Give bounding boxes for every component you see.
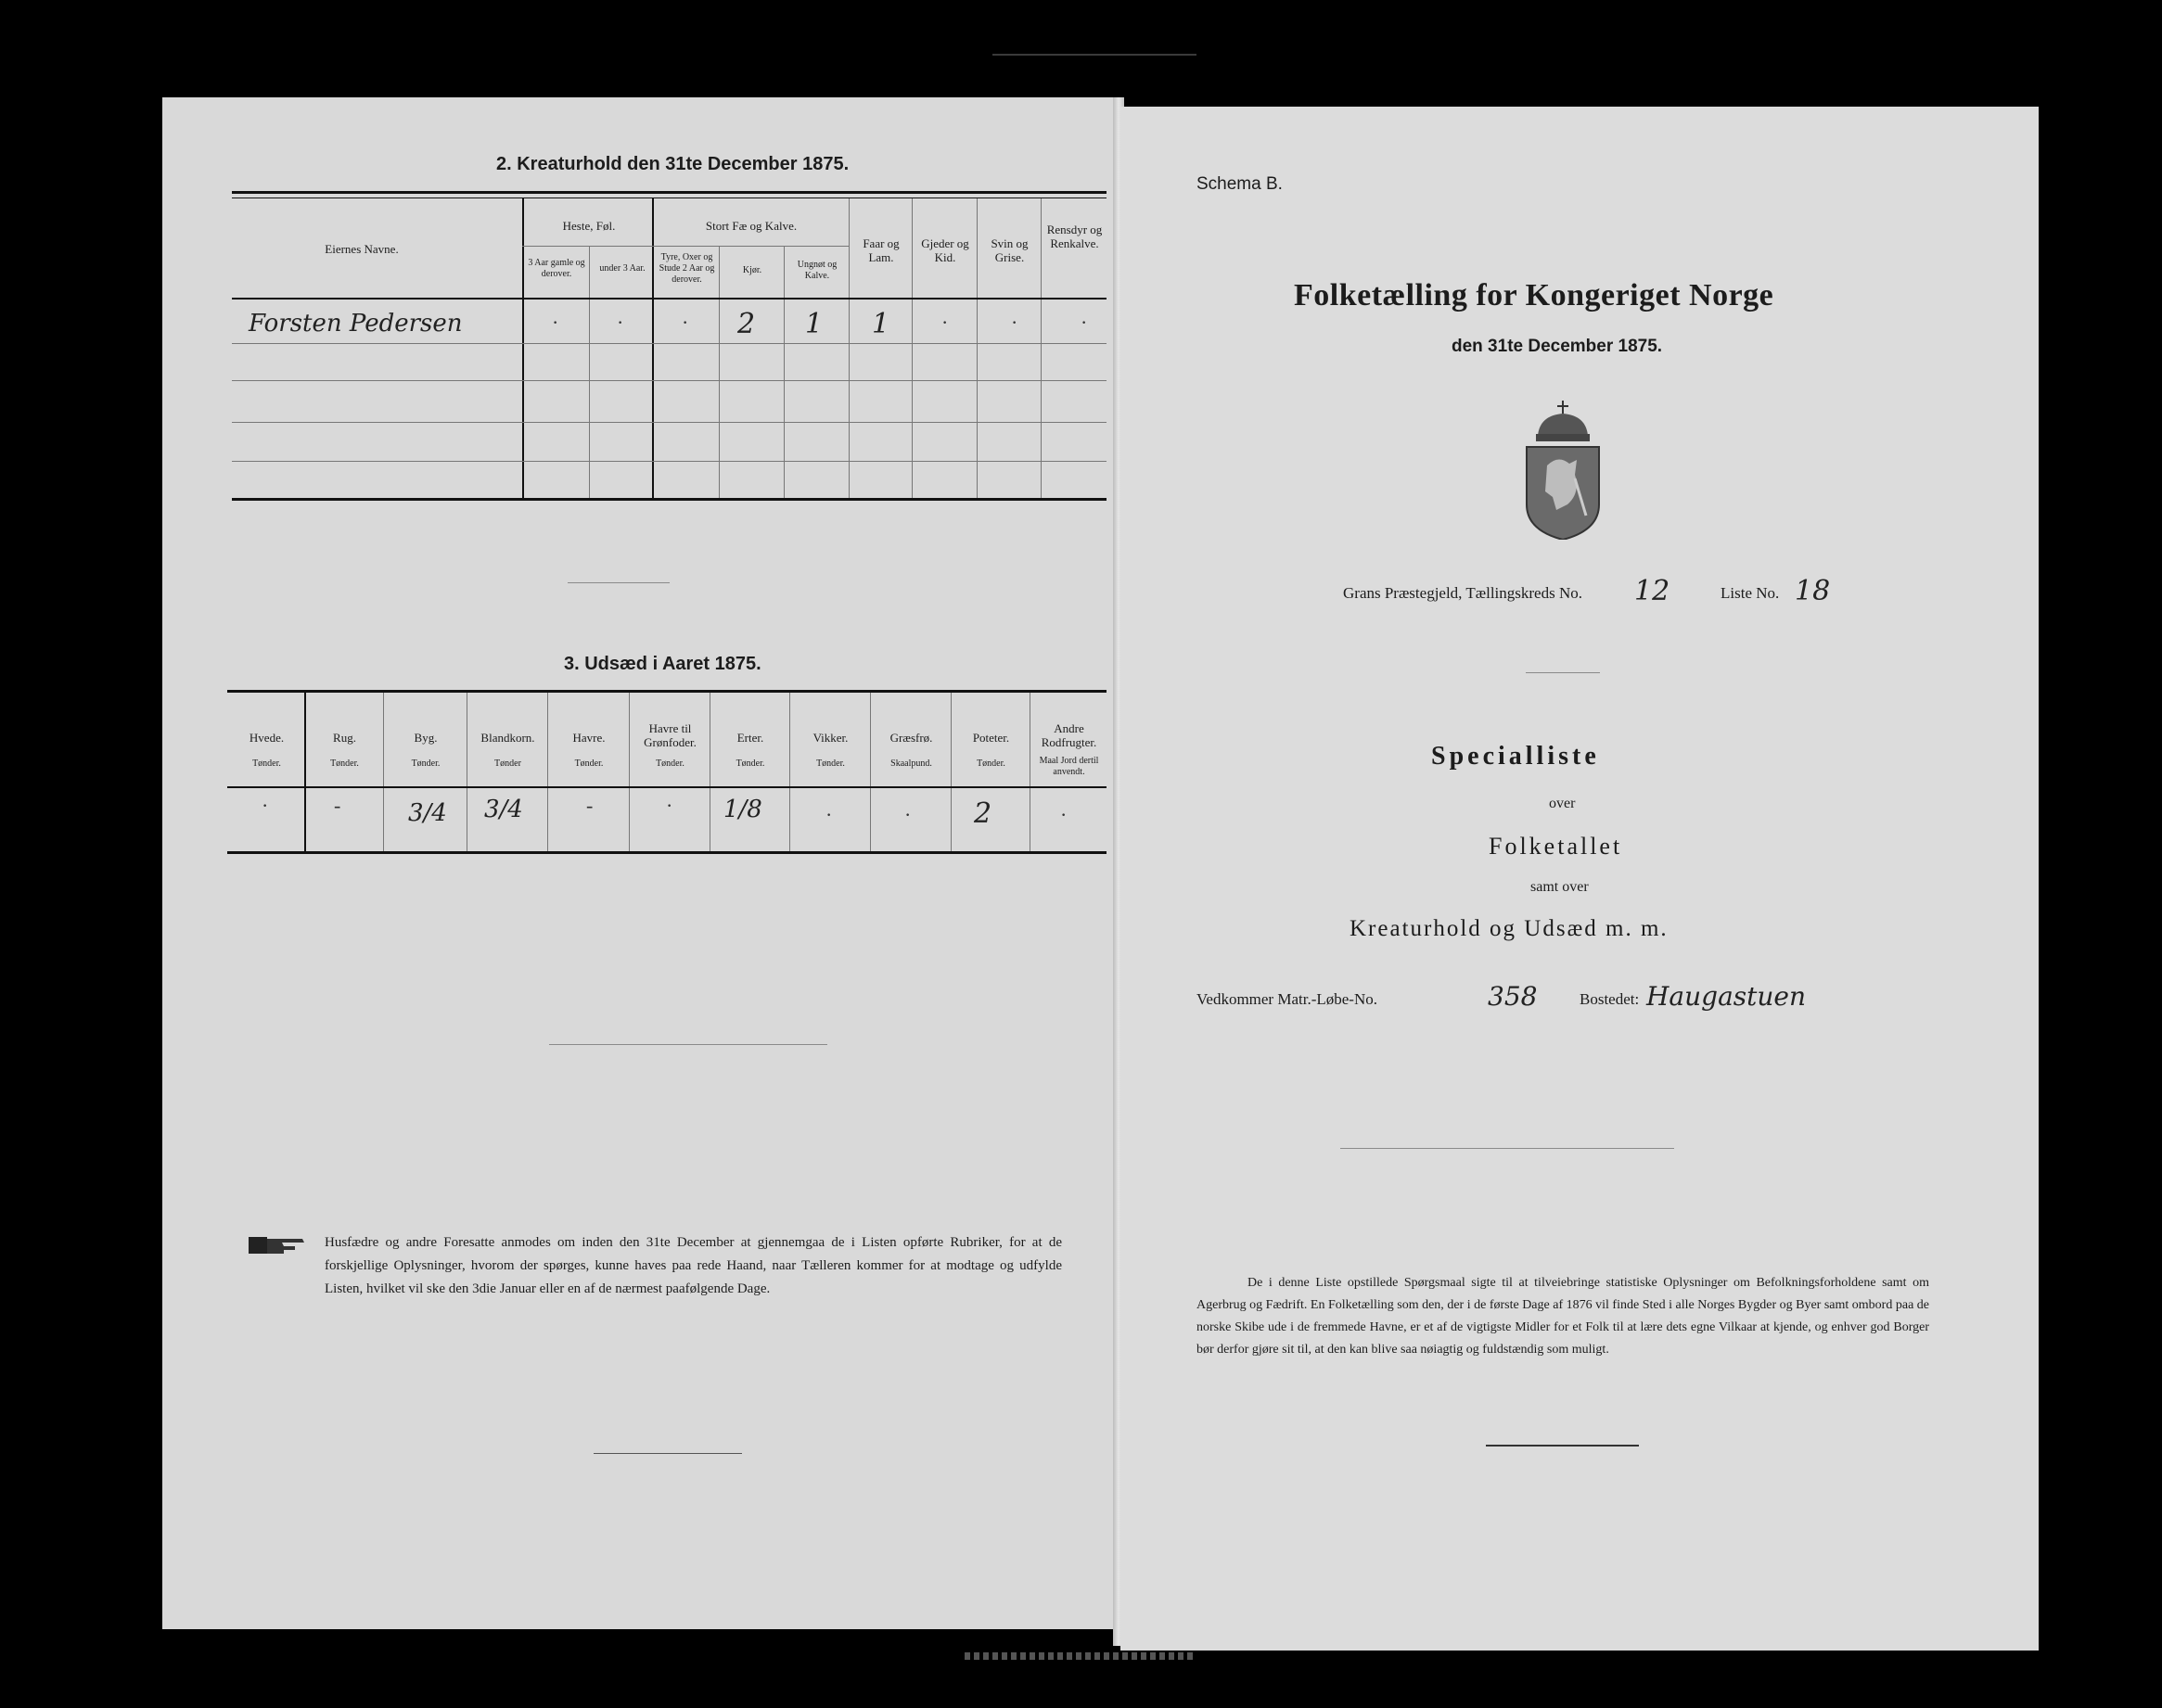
potatoes-value: 2: [974, 797, 992, 830]
reindeer-header: Rensdyr og Renkalve.: [1046, 223, 1103, 250]
potatoes-header: Poteter.: [972, 731, 1010, 745]
scan-edge-line: [992, 54, 1196, 56]
seed-heading: 3. Udsæd i Aaret 1875.: [564, 654, 761, 674]
population-label: Folketallet: [1489, 833, 1623, 860]
peas-header: Erter.: [736, 731, 764, 745]
census-date: den 31te December 1875.: [1452, 337, 1663, 356]
livestock-seed-label: Kreaturhold og Udsæd m. m.: [1350, 916, 1669, 941]
special-list-title: Specialliste: [1431, 742, 1600, 771]
list-number: 18: [1795, 575, 1831, 607]
residence-name: Haugastuen: [1646, 981, 1807, 1012]
schema-label: Schema B.: [1196, 174, 1283, 194]
peas-value: 1/8: [723, 796, 762, 823]
scan-edge-mark: [965, 1652, 1196, 1660]
vetch-header: Vikker.: [812, 731, 849, 745]
calves-header: Ungnøt og Kalve.: [797, 260, 838, 281]
instructions-note: Husfædre og andre Foresatte anmodes om inden den 31te December at gjennemgaa de i Listen opførte Rubriker, for at de forskjellige Oplysninger, hvorom der spørges, kunne haves paa rede Haand, naar Tælleren kommer for at modtage og udfylde Listen, hvilket vil ske den 3die Januar eller en af de nærmest paafølgende Dage.: [325, 1235, 1062, 1296]
table-bottom-rule: [232, 498, 1107, 501]
pigs-header: Svin og Grise.: [991, 236, 1029, 264]
root-crops-header: Andre Rodfrugter.: [1041, 721, 1097, 749]
district-number: 12: [1634, 575, 1670, 607]
matr-label: Vedkommer Matr.-Løbe-No.: [1196, 990, 1377, 1008]
goats-header: Gjeder og Kid.: [921, 236, 969, 264]
sheep-header: Faar og Lam.: [863, 236, 900, 264]
oats-fodder-header: Havre til Grønfoder.: [644, 721, 697, 749]
explanatory-footnote: De i denne Liste opstillede Spørgsmaal sigte til at tilveiebringe statistiske Oplysninger om Befolkningsforholdene samt om Agerbrug og Fædrift. En Folketælling som den, der i de første Dage af 1876 vil finde Sted i alle Norges Bygder og Byer samt ombord paa de norske Skibe ude i de fremmede Havne, er et af de vigtigste Midler for et Folk til at lære dets egne Vilkaar at kjende, og enhver god Borger bør derfor gjøre sit til, at den kan blive saa nøiagtig og fuldstændig som muligt.: [1196, 1276, 1929, 1357]
horses-3yr-header: 3 Aar gamle og derover.: [528, 258, 585, 279]
sheep-value: 1: [872, 308, 890, 340]
wheat-header: Hvede.: [249, 731, 285, 745]
cows-header: Kjør.: [742, 265, 762, 275]
calves-value: 1: [805, 308, 824, 340]
pointing-hand-icon: [249, 1233, 306, 1262]
rye-header: Rug.: [333, 731, 356, 745]
horses-group-header: Heste, Føl.: [562, 219, 616, 233]
norway-coat-of-arms-icon: [1521, 401, 1605, 544]
bulls-header: Tyre, Oxer og Stude 2 Aar og derover.: [659, 252, 715, 285]
cows-value: 2: [737, 308, 756, 340]
residence-label: Bostedet:: [1580, 990, 1640, 1008]
census-title: Folketælling for Kongeriget Norge: [1294, 278, 1774, 312]
grass-seed-header: Græsfrø.: [889, 731, 933, 745]
owner-name: Forsten Pedersen: [249, 310, 463, 338]
owner-column-header: Eiernes Navne.: [325, 242, 399, 256]
mixed-grain-header: Blandkorn.: [480, 731, 535, 745]
horses-under3-header: under 3 Aar.: [599, 263, 646, 274]
barley-header: Byg.: [414, 731, 438, 745]
cattle-group-header: Stort Fæ og Kalve.: [705, 219, 798, 233]
matr-number: 358: [1488, 981, 1538, 1012]
list-label: Liste No.: [1721, 584, 1780, 602]
parish-label: Grans Præstegjeld, Tællingskreds No.: [1343, 584, 1582, 602]
oats-header: Havre.: [572, 731, 606, 745]
mixed-grain-value: 3/4: [484, 796, 523, 823]
livestock-heading: 2. Kreaturhold den 31te December 1875.: [496, 154, 850, 174]
table-top-rule: [232, 191, 1107, 194]
barley-value: 3/4: [408, 799, 447, 827]
